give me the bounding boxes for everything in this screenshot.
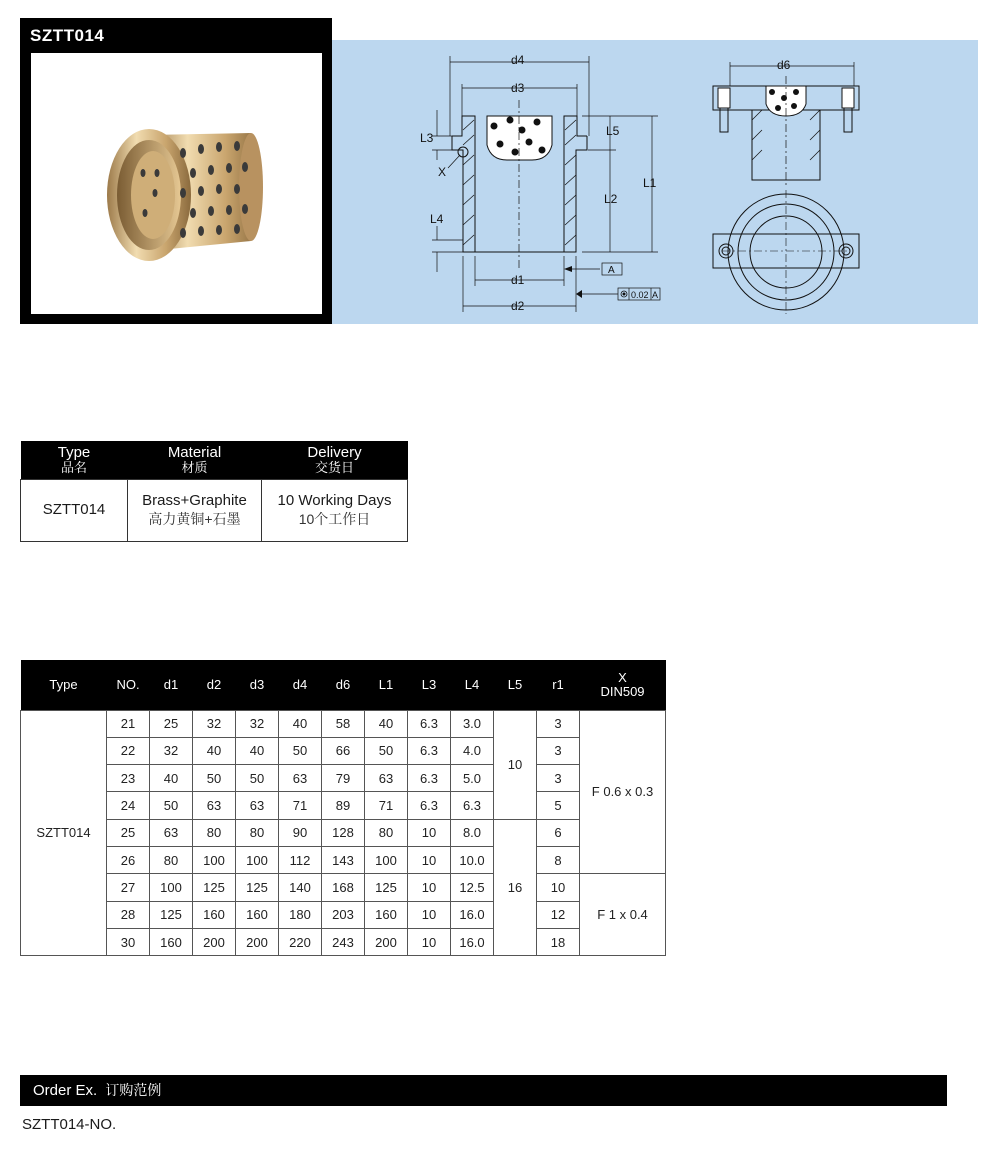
technical-drawing-panel bbox=[332, 40, 978, 324]
info-material-cell bbox=[128, 479, 262, 541]
col-header: d1 bbox=[150, 660, 193, 710]
table-cell: 10 bbox=[408, 928, 451, 955]
table-cell: 80 bbox=[365, 819, 408, 846]
table-cell: 12 bbox=[537, 901, 580, 928]
col-header: d3 bbox=[236, 660, 279, 710]
table-cell: 80 bbox=[150, 846, 193, 873]
table-cell: 16.0 bbox=[451, 901, 494, 928]
table-cell: 32 bbox=[193, 710, 236, 737]
table-cell: 40 bbox=[193, 737, 236, 764]
table-cell: 63 bbox=[236, 792, 279, 819]
table-cell: 63 bbox=[279, 765, 322, 792]
col-header: d2 bbox=[193, 660, 236, 710]
info-row bbox=[21, 479, 408, 541]
info-header-material-zh: 材质 bbox=[181, 459, 208, 475]
col-header: L5 bbox=[494, 660, 537, 710]
product-info-table bbox=[20, 441, 408, 542]
table-cell: 71 bbox=[279, 792, 322, 819]
col-header-x-line2: DIN509 bbox=[600, 683, 645, 699]
table-cell: 125 bbox=[365, 874, 408, 901]
table-cell: 125 bbox=[150, 901, 193, 928]
table-cell: 25 bbox=[107, 819, 150, 846]
info-header-delivery-zh: 交货日 bbox=[314, 459, 354, 475]
table-cell: 66 bbox=[322, 737, 365, 764]
table-cell: 79 bbox=[322, 765, 365, 792]
col-header: L3 bbox=[408, 660, 451, 710]
table-cell: 10 bbox=[408, 846, 451, 873]
table-cell: 10 bbox=[408, 819, 451, 846]
table-cell: 203 bbox=[322, 901, 365, 928]
table-cell: 10 bbox=[408, 901, 451, 928]
table-cell: 40 bbox=[279, 710, 322, 737]
col-header-x bbox=[580, 660, 666, 710]
product-photo-frame bbox=[20, 18, 332, 324]
table-cell: 5 bbox=[537, 792, 580, 819]
table-cell: 200 bbox=[193, 928, 236, 955]
flange-side-view bbox=[713, 62, 859, 188]
table-row bbox=[21, 710, 666, 737]
table-cell: 6.3 bbox=[408, 792, 451, 819]
table-cell: 200 bbox=[365, 928, 408, 955]
table-cell: 6.3 bbox=[408, 765, 451, 792]
delivery-en: 10 Working Days bbox=[277, 492, 392, 509]
table-cell: 143 bbox=[322, 846, 365, 873]
table-cell: 63 bbox=[193, 792, 236, 819]
col-header: d4 bbox=[279, 660, 322, 710]
material-zh: 高力黄铜+石墨 bbox=[148, 511, 241, 527]
table-cell: 8.0 bbox=[451, 819, 494, 846]
table-cell: 220 bbox=[279, 928, 322, 955]
table-cell: 140 bbox=[279, 874, 322, 901]
table-cell: 63 bbox=[150, 819, 193, 846]
l5-cell: 10 bbox=[494, 710, 537, 819]
table-cell: 80 bbox=[193, 819, 236, 846]
table-cell: 90 bbox=[279, 819, 322, 846]
col-header-x-line1: X bbox=[618, 669, 627, 685]
col-header: L4 bbox=[451, 660, 494, 710]
table-cell: 10 bbox=[537, 874, 580, 901]
table-cell: 50 bbox=[279, 737, 322, 764]
table-cell: 180 bbox=[279, 901, 322, 928]
order-label-en: Order Ex. bbox=[33, 1082, 98, 1099]
table-cell: 112 bbox=[279, 846, 322, 873]
info-header-type-zh: 品名 bbox=[60, 459, 87, 475]
table-cell: 3 bbox=[537, 737, 580, 764]
table-cell: 30 bbox=[107, 928, 150, 955]
flange-top-view bbox=[713, 190, 859, 314]
material-en: Brass+Graphite bbox=[142, 492, 247, 509]
table-row bbox=[21, 901, 666, 928]
x-cell: F 0.6 x 0.3 bbox=[580, 710, 666, 874]
table-cell: 50 bbox=[150, 792, 193, 819]
dim-label-d2: d2 bbox=[511, 299, 525, 313]
table-cell: 25 bbox=[150, 710, 193, 737]
table-cell: 80 bbox=[236, 819, 279, 846]
table-cell: 24 bbox=[107, 792, 150, 819]
table-cell: 160 bbox=[150, 928, 193, 955]
table-cell: 200 bbox=[236, 928, 279, 955]
dim-label-d1: d1 bbox=[511, 273, 525, 287]
dim-label-d3: d3 bbox=[511, 81, 525, 95]
table-cell: 32 bbox=[236, 710, 279, 737]
table-cell: 58 bbox=[322, 710, 365, 737]
order-example-bar bbox=[20, 1075, 947, 1106]
info-header-delivery bbox=[262, 441, 408, 479]
table-cell: 10 bbox=[408, 874, 451, 901]
table-cell: 71 bbox=[365, 792, 408, 819]
table-cell: 40 bbox=[236, 737, 279, 764]
table-row bbox=[21, 928, 666, 955]
tolerance-datum: A bbox=[652, 290, 659, 300]
table-cell: 40 bbox=[365, 710, 408, 737]
dim-label-d4: d4 bbox=[511, 53, 525, 67]
table-cell: 6.3 bbox=[408, 737, 451, 764]
table-cell: 160 bbox=[365, 901, 408, 928]
datum-label: A bbox=[608, 265, 615, 276]
table-cell: 168 bbox=[322, 874, 365, 901]
table-cell: 28 bbox=[107, 901, 150, 928]
technical-drawing bbox=[332, 40, 978, 324]
table-cell: 100 bbox=[150, 874, 193, 901]
table-cell: 16.0 bbox=[451, 928, 494, 955]
table-cell: 50 bbox=[193, 765, 236, 792]
table-cell: 160 bbox=[193, 901, 236, 928]
dimension-table-header bbox=[21, 660, 666, 710]
dim-label-l4: L4 bbox=[430, 212, 444, 226]
info-header-delivery-en: Delivery bbox=[307, 443, 362, 461]
table-cell: 22 bbox=[107, 737, 150, 764]
info-type-cell: SZTT014 bbox=[21, 479, 128, 541]
table-cell: 89 bbox=[322, 792, 365, 819]
table-cell: 128 bbox=[322, 819, 365, 846]
table-cell: 243 bbox=[322, 928, 365, 955]
table-cell: 26 bbox=[107, 846, 150, 873]
table-cell: 3 bbox=[537, 765, 580, 792]
type-cell: SZTT014 bbox=[21, 710, 107, 956]
table-cell: 100 bbox=[193, 846, 236, 873]
table-row bbox=[21, 765, 666, 792]
section-view bbox=[432, 56, 660, 312]
col-header: NO. bbox=[107, 660, 150, 710]
dim-label-l3: L3 bbox=[420, 131, 434, 145]
table-cell: 32 bbox=[150, 737, 193, 764]
order-example-text: SZTT014-NO. bbox=[22, 1116, 117, 1133]
table-cell: 23 bbox=[107, 765, 150, 792]
table-row bbox=[21, 819, 666, 846]
table-cell: 50 bbox=[365, 737, 408, 764]
dimension-table-body bbox=[21, 710, 666, 956]
table-cell: 125 bbox=[193, 874, 236, 901]
dim-label-d6: d6 bbox=[777, 58, 791, 72]
table-cell: 100 bbox=[236, 846, 279, 873]
table-cell: 10.0 bbox=[451, 846, 494, 873]
delivery-zh: 10个工作日 bbox=[298, 511, 371, 527]
bushing-image bbox=[31, 53, 322, 314]
table-cell: 12.5 bbox=[451, 874, 494, 901]
col-header: r1 bbox=[537, 660, 580, 710]
table-cell: 27 bbox=[107, 874, 150, 901]
info-header-type-en: Type bbox=[57, 443, 91, 461]
dimension-table bbox=[20, 660, 666, 956]
l5-cell: 16 bbox=[494, 819, 537, 955]
table-cell: 6 bbox=[537, 819, 580, 846]
product-photo bbox=[31, 53, 322, 314]
col-header: L1 bbox=[365, 660, 408, 710]
col-header: Type bbox=[21, 660, 107, 710]
dim-label-l1: L1 bbox=[643, 176, 657, 190]
table-cell: 3.0 bbox=[451, 710, 494, 737]
table-cell: 8 bbox=[537, 846, 580, 873]
table-cell: 40 bbox=[150, 765, 193, 792]
table-cell: 100 bbox=[365, 846, 408, 873]
table-row bbox=[21, 792, 666, 819]
table-cell: 5.0 bbox=[451, 765, 494, 792]
table-cell: 3 bbox=[537, 710, 580, 737]
table-cell: 21 bbox=[107, 710, 150, 737]
info-delivery-cell bbox=[262, 479, 408, 541]
table-cell: 6.3 bbox=[408, 710, 451, 737]
table-cell: 125 bbox=[236, 874, 279, 901]
table-row bbox=[21, 737, 666, 764]
table-cell: 63 bbox=[365, 765, 408, 792]
order-label-zh: 订购范例 bbox=[105, 1082, 162, 1098]
table-cell: 18 bbox=[537, 928, 580, 955]
x-cell: F 1 x 0.4 bbox=[580, 874, 666, 956]
info-header-type bbox=[21, 441, 128, 479]
table-cell: 50 bbox=[236, 765, 279, 792]
table-cell: 4.0 bbox=[451, 737, 494, 764]
table-row bbox=[21, 846, 666, 873]
product-title: SZTT014 bbox=[30, 26, 105, 45]
table-row bbox=[21, 874, 666, 901]
info-header-material bbox=[128, 441, 262, 479]
info-header-material-en: Material bbox=[167, 443, 222, 461]
table-cell: 6.3 bbox=[451, 792, 494, 819]
col-header: d6 bbox=[322, 660, 365, 710]
tolerance-value: 0.02 bbox=[631, 290, 649, 300]
dim-label-l5: L5 bbox=[606, 124, 620, 138]
dim-label-l2: L2 bbox=[604, 192, 618, 206]
dim-label-x: X bbox=[438, 165, 447, 179]
table-cell: 160 bbox=[236, 901, 279, 928]
